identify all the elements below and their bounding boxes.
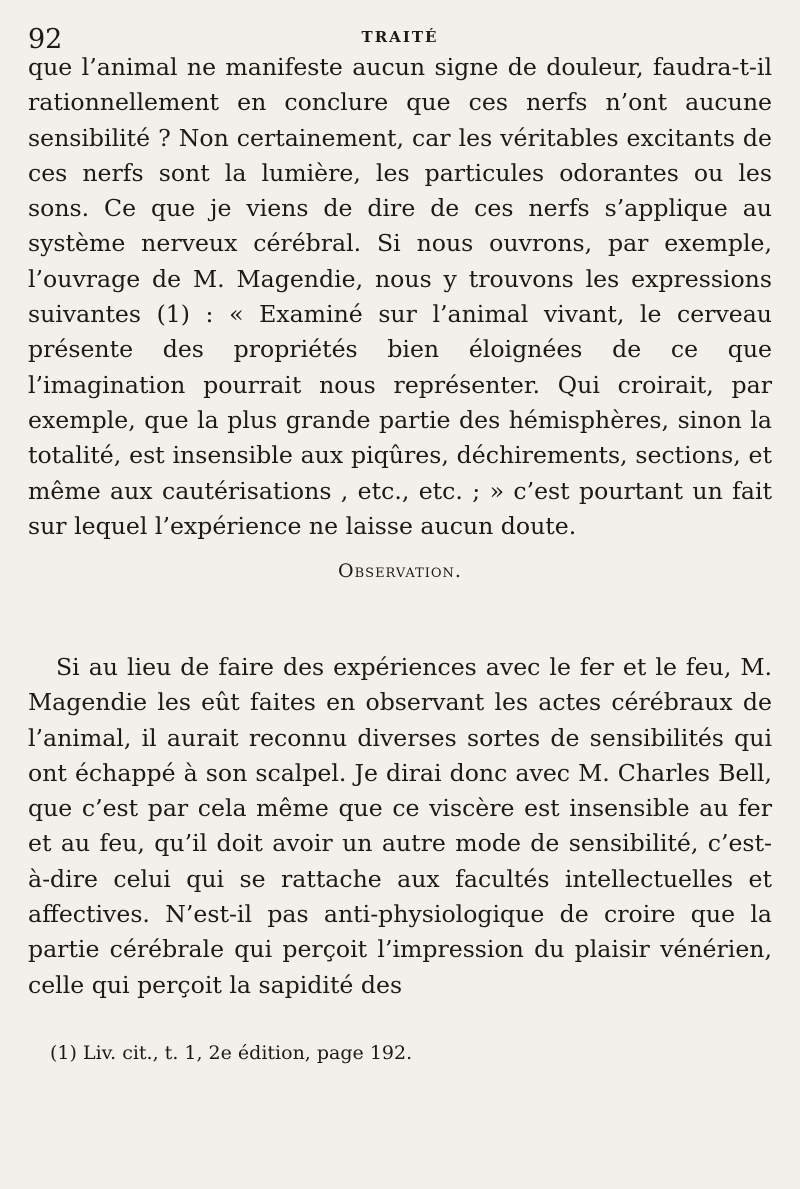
running-head: TRAITÉ (361, 28, 439, 46)
page-header (28, 18, 772, 55)
section-heading: Observation. (338, 560, 462, 582)
page-number: 92 (28, 24, 63, 55)
body-paragraph-2: Si au lieu de faire des expériences avec le fer et le feu, M. Magendie les eût faites en observant les actes cérébraux de l’animal, il aurait reconnu diverses sortes de sensibilités qui ont échappé à son scalpel. Je dirai donc avec M. Charles Bell, que c’est par cela même que ce viscère est insensible au fer et au feu, qu’il doit avoir un autre mode de sensibilité, c’est-à-dire celui qui se rattache aux facultés intellectuelles et affectives. N’est-il pas anti-physiologique de croire que la partie cérébrale qui perçoit l’impression du plaisir vénérien, celle qui perçoit la sapidité des (28, 653, 772, 999)
footnote: (1) Liv. cit., t. 1, 2e édition, page 192. (50, 1042, 413, 1064)
body-paragraph-1: que l’animal ne manifeste aucun signe de douleur, faudra-t-il rationnellement en conclure que ces nerfs n’ont aucune sensibilité ? Non certainement, car les véritables excitants de ces nerfs sont la lumière, les particules odorantes ou les sons. Ce que je viens de dire de ces nerfs s’applique au système nerveux cérébral. Si nous ouvrons, par exemple, l’ouvrage de M. Magendie, nous y trouvons les expressions suivantes (1) : « Examiné sur l’animal vivant, le cerveau présente des propriétés bien éloignées de ce que l’imagination pourrait nous représenter. Qui croirait, par exemple, que la plus grande partie des hémisphères, sinon la totalité, est insensible aux piqûres, déchirements, sections, et même aux cautérisations , etc., etc. ; » c’est pourtant un fait sur lequel l’expérience ne laisse aucun doute. (28, 53, 772, 540)
